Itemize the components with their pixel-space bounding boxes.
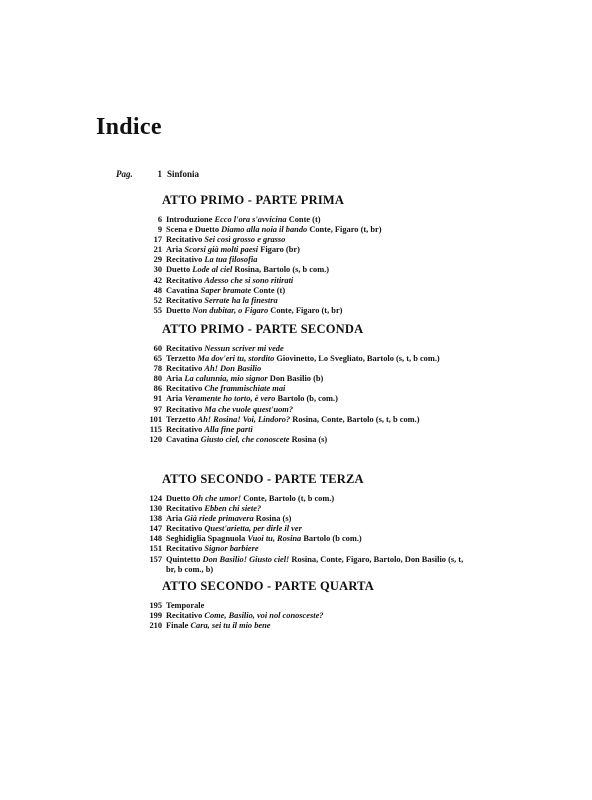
entry-title: Ah! Don Basilio <box>204 364 262 374</box>
entry-page-number: 151 <box>149 544 162 554</box>
entry-type: Recitativo <box>166 611 203 621</box>
entry-page-number: 130 <box>149 504 162 514</box>
entry-page-number: 210 <box>149 621 162 631</box>
entry-type: Recitativo <box>166 344 203 353</box>
index-entry <box>148 524 466 534</box>
page-title: Indice <box>96 114 162 140</box>
index-entry <box>148 265 466 275</box>
entry-details: Bartolo (b, com.) <box>277 394 338 404</box>
section-heading: ATTO PRIMO - PARTE PRIMA <box>162 193 345 207</box>
entry-page-number: 157 <box>149 554 162 564</box>
index-entry <box>148 504 466 514</box>
intro-page-number: 1 <box>157 169 162 179</box>
entry-title: Ebben chi siete? <box>204 504 262 514</box>
entry-title: Alla fine partì <box>204 424 253 434</box>
entry-details: Conte, Figaro (t, br) <box>309 225 382 235</box>
intro-title: Sinfonia <box>167 169 200 179</box>
entry-details: Conte (t) <box>253 285 286 295</box>
entry-title: Don Basilio! Giusto ciel! <box>202 554 290 564</box>
entry-page-number: 97 <box>153 404 162 414</box>
entry-type: Recitativo <box>166 364 203 374</box>
index-entry <box>148 544 466 554</box>
entry-details: Rosina, Conte, Figaro, Bartolo, Don Basilio (s, t, br, b com., b) <box>166 554 464 574</box>
entry-title: Ah! Rosina! Voi, Lindoro? <box>197 414 291 424</box>
entry-type: Recitativo <box>166 544 203 554</box>
entry-page-number: 60 <box>153 344 162 353</box>
entry-type: Aria <box>166 374 183 384</box>
entry-page-number: 138 <box>149 514 162 524</box>
index-entry <box>148 286 466 296</box>
entry-page-number: 124 <box>149 494 162 503</box>
index-entry <box>148 364 466 374</box>
index-entry <box>148 296 466 306</box>
entry-page-number: 29 <box>153 255 162 265</box>
entry-type: Aria <box>166 394 183 404</box>
entry-page-number: 91 <box>153 394 162 404</box>
index-entry <box>148 215 466 225</box>
entry-title: Lode al ciel <box>192 265 233 275</box>
entry-page-number: 17 <box>153 235 162 245</box>
entry-list <box>148 344 468 445</box>
entry-type: Recitativo <box>166 404 203 414</box>
index-entry <box>148 415 466 425</box>
entry-page-number: 147 <box>149 524 162 534</box>
index-entry <box>148 534 466 544</box>
entry-page-number: 101 <box>149 414 162 424</box>
section-heading: ATTO SECONDO - PARTE TERZA <box>162 472 364 486</box>
entry-page-number: 48 <box>153 285 162 295</box>
entry-type: Aria <box>166 514 183 524</box>
entry-details: Giovinetto, Lo Svegliato, Bartolo (s, t, b com.) <box>276 354 440 364</box>
index-entry <box>148 621 466 631</box>
entry-type: Recitativo <box>166 275 203 285</box>
entry-title: Veramente ho torto, è vero <box>184 394 276 404</box>
index-entry <box>148 344 466 354</box>
entry-type: Recitativo <box>166 524 203 534</box>
entry-details: Rosina, Conte, Bartolo (s, t, b com.) <box>292 414 420 424</box>
pag-label: Pag. <box>116 169 133 179</box>
entry-type: Cavatina <box>166 434 199 444</box>
entry-details: Figaro (br) <box>260 245 300 255</box>
index-entry <box>148 555 466 575</box>
entry-page-number: 195 <box>149 601 162 610</box>
entry-page-number: 115 <box>149 424 162 434</box>
entry-page-number: 6 <box>157 215 162 224</box>
intro-row <box>116 169 199 179</box>
index-entry <box>148 514 466 524</box>
entry-title: Diamo alla noia il bando <box>221 225 308 235</box>
entry-page-number: 52 <box>153 295 162 305</box>
entry-type: Duetto <box>166 305 191 315</box>
index-entry <box>148 384 466 394</box>
entry-title: Oh che umor! <box>192 494 242 503</box>
index-section <box>148 193 468 316</box>
entry-page-number: 9 <box>157 225 162 235</box>
entry-type: Aria <box>166 245 183 255</box>
entry-title: Giusto ciel, che conoscete <box>200 434 290 444</box>
entry-page-number: 21 <box>153 245 162 255</box>
entry-details: Rosina, Bartolo (s, b com.) <box>234 265 330 275</box>
index-entry <box>148 601 466 611</box>
entry-details: Rosina (s) <box>291 434 328 444</box>
entry-type: Terzetto <box>166 354 196 364</box>
index-entry <box>148 235 466 245</box>
index-entry <box>148 255 466 265</box>
index-entry <box>148 405 466 415</box>
entry-title: Non dubitar, o Figaro <box>192 305 269 315</box>
entry-type: Recitativo <box>166 295 203 305</box>
entry-type: Quintetto <box>166 554 201 564</box>
entry-title: Quest'arietta, per dirle il ver <box>204 524 302 534</box>
entry-page-number: 120 <box>149 434 162 444</box>
index-entry <box>148 354 466 364</box>
entry-title: Nessun scriver mi vede <box>204 344 284 353</box>
entry-details: Conte, Figaro (t, br) <box>270 305 343 315</box>
entry-title: Sei così grosso e grasso <box>204 235 286 245</box>
index-section <box>148 322 468 445</box>
entry-type: Scena e Duetto <box>166 225 220 235</box>
entry-page-number: 65 <box>153 354 162 364</box>
entry-type: Recitativo <box>166 384 203 394</box>
entry-type: Recitativo <box>166 504 203 514</box>
entry-type: Recitativo <box>166 424 203 434</box>
entry-type: Duetto <box>166 494 191 503</box>
entry-details: Bartolo (b com.) <box>303 534 362 544</box>
entry-type: Duetto <box>166 265 191 275</box>
entry-title: La calunnia, mio signor <box>184 374 268 384</box>
entry-details: Conte (t) <box>288 215 321 224</box>
entry-type: Terzetto <box>166 414 196 424</box>
section-heading: ATTO SECONDO - PARTE QUARTA <box>162 579 374 593</box>
entry-title: Adesso che si sono ritirati <box>204 275 294 285</box>
entry-type: Seghidiglia Spagnuola <box>166 534 246 544</box>
entry-title: Serrate ha la finestra <box>204 295 278 305</box>
index-entry <box>148 245 466 255</box>
entry-title: La tua filosofia <box>204 255 258 265</box>
index-entry <box>148 306 466 316</box>
index-section <box>148 579 468 631</box>
section-heading: ATTO PRIMO - PARTE SECONDA <box>162 322 364 336</box>
entry-list <box>148 601 468 631</box>
entry-title: Signor barbiere <box>204 544 259 554</box>
entry-page-number: 86 <box>153 384 162 394</box>
entry-page-number: 148 <box>149 534 162 544</box>
entry-page-number: 42 <box>153 275 162 285</box>
index-entry <box>148 374 466 384</box>
index-entry <box>148 611 466 621</box>
entry-title: Cara, sei tu il mio bene <box>190 621 271 631</box>
entry-type: Introduzione <box>166 215 213 224</box>
index-entry <box>148 394 466 404</box>
entry-details: Don Basilio (b) <box>269 374 324 384</box>
entry-list <box>148 215 468 316</box>
entry-type: Temporale <box>166 601 205 610</box>
index-entry <box>148 276 466 286</box>
index-entry <box>148 225 466 235</box>
entry-type: Finale <box>166 621 189 631</box>
entry-title: Ma che vuole quest'uom? <box>204 404 294 414</box>
index-section <box>148 472 468 575</box>
entry-page-number: 78 <box>153 364 162 374</box>
entry-title: Ma dov'eri tu, stordito <box>197 354 275 364</box>
index-entry <box>148 494 466 504</box>
entry-details: Conte, Bartolo (t, b com.) <box>243 494 335 503</box>
entry-type: Cavatina <box>166 285 199 295</box>
entry-title: Che frammischiate mai <box>204 384 286 394</box>
index-entry <box>148 435 466 445</box>
entry-page-number: 30 <box>153 265 162 275</box>
entry-title: Già riede primavera <box>184 514 254 524</box>
entry-title: Come, Basilio, voi nol conosceste? <box>204 611 324 621</box>
entry-title: Vuoi tu, Rosina <box>247 534 302 544</box>
entry-title: Ecco l'ora s'avvicina <box>214 215 287 224</box>
entry-type: Recitativo <box>166 255 203 265</box>
entry-type: Recitativo <box>166 235 203 245</box>
entry-details: Rosina (s) <box>255 514 292 524</box>
entry-page-number: 80 <box>153 374 162 384</box>
index-entry <box>148 425 466 435</box>
entry-title: Saper bramate <box>200 285 252 295</box>
entry-list <box>148 494 468 575</box>
entry-title: Scorsi già molti paesi <box>184 245 259 255</box>
entry-page-number: 199 <box>149 611 162 621</box>
entry-page-number: 55 <box>153 305 162 315</box>
